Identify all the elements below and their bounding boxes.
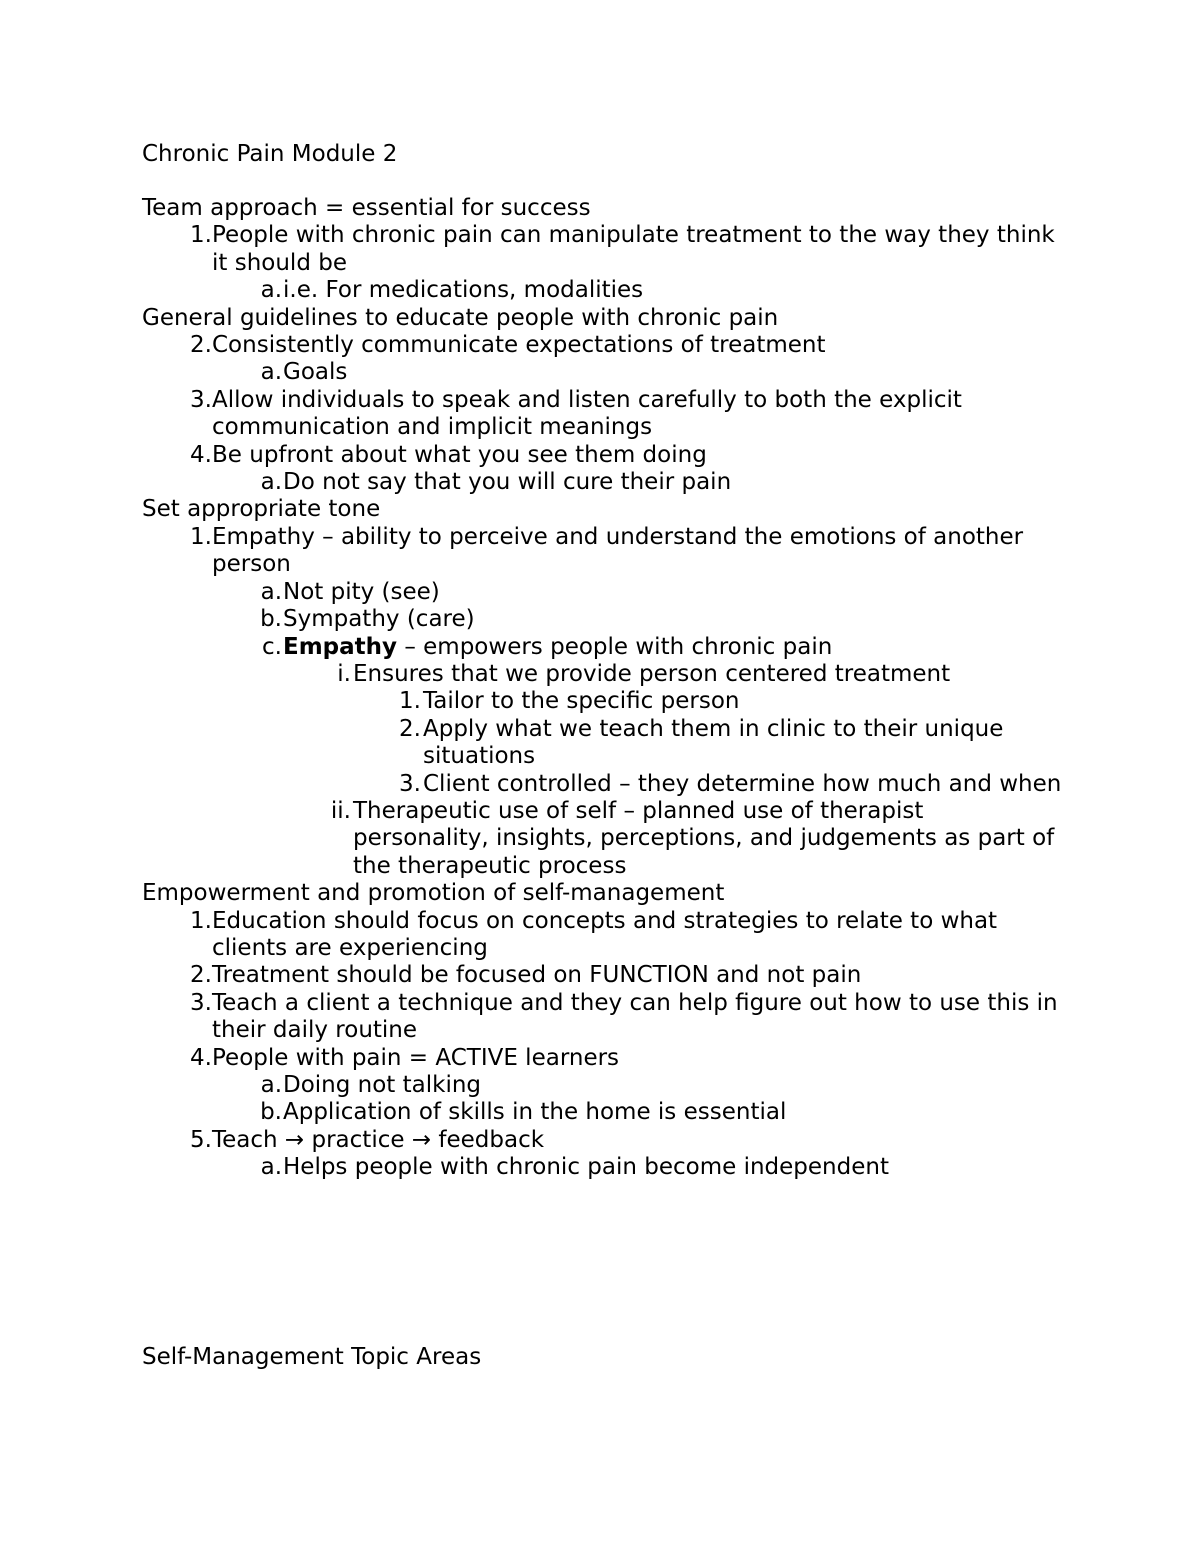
list-item-text: Allow individuals to speak and listen carefully to both the explicit communication and implicit meanings [212,386,962,441]
list-item [142,222,1062,277]
list-item [142,359,1062,386]
list-item [142,908,1062,963]
list-item-text: Be upfront about what you see them doing [212,441,707,468]
list-item-text: Empathy – ability to perceive and understand the emotions of another person [212,523,1024,578]
list-marker: 4. [190,441,212,468]
list-item-text: Tailor to the specific person [423,688,740,715]
list-item [142,798,1062,880]
list-item [142,962,1062,989]
list-item [142,990,1062,1045]
section-heading [142,305,1062,332]
list-item-text: Client controlled – they determine how much and when [423,770,1062,797]
list-marker: c. [262,633,282,660]
list-item [142,688,1062,715]
list-marker: 3. [399,770,421,797]
bold-term: Empathy [283,633,398,660]
list-item-text: Apply what we teach them in clinic to their unique situations [423,715,1004,770]
list-marker: a. [260,277,282,304]
list-item [142,1072,1062,1099]
list-marker: 1. [399,688,421,715]
list-marker: b. [260,606,282,633]
list-marker: 2. [190,962,212,989]
list-marker: ii. [330,797,351,824]
list-item [142,1045,1062,1072]
list-item [142,606,1062,633]
list-marker: a. [260,1154,282,1181]
list-item-text: Ensures that we provide person centered treatment [353,660,951,687]
section-heading [142,496,1062,523]
list-item [142,442,1062,469]
list-item-text: Teach a client a technique and they can help figure out how to use this in their daily routine [212,989,1058,1044]
list-item [142,771,1062,798]
list-item-text: Goals [283,359,348,386]
section-heading [142,195,1062,222]
list-item-text: Helps people with chronic pain become independent [283,1154,889,1181]
list-marker: a. [260,1072,282,1098]
list-marker: 1. [190,907,212,934]
list-item [142,1099,1062,1126]
list-item [142,469,1062,496]
list-item-text: Treatment should be focused on FUNCTION and not pain [212,962,862,989]
list-item [142,524,1062,579]
list-marker: a. [260,578,282,605]
list-item-text: People with pain = ACTIVE learners [212,1044,620,1071]
list-item-text: Education should focus on concepts and strategies to relate to what clients are experiencing [212,907,998,961]
list-item [142,387,1062,442]
outline [142,195,1062,1182]
list-marker: 1. [190,523,212,550]
list-item-text: Therapeutic use of self – planned use of therapist personality, insights, perceptions, and judgements as part of the therapeutic process [353,797,1055,879]
list-marker: 1. [190,222,212,249]
list-item-text: Doing not talking [283,1072,482,1098]
list-item [142,277,1062,304]
list-item-text: Sympathy (care) [283,606,475,633]
list-marker: 3. [190,989,212,1016]
list-item-text: Not pity (see) [283,578,440,605]
list-item-text: Empowerment and promotion of self-management [142,880,725,907]
section-heading [142,880,1062,907]
list-marker: 5. [190,1126,212,1153]
list-item-rest: – empowers people with chronic pain [397,633,833,660]
list-item [142,661,1062,688]
list-item-text: Set appropriate tone [142,496,381,523]
list-item-text: i.e. For medications, modalities [283,277,644,304]
list-marker: 3. [190,386,212,413]
list-marker: b. [260,1099,282,1126]
list-marker: i. [337,660,351,687]
list-item-text: General guidelines to educate people with chronic pain [142,304,779,331]
list-item [142,579,1062,606]
list-item [142,1127,1062,1154]
list-item-text: People with chronic pain can manipulate treatment to the way they think it should be [212,222,1055,276]
list-marker: 2. [190,332,212,359]
list-marker: a. [260,469,282,496]
list-item-text: Team approach = essential for success [142,195,591,221]
list-marker: 2. [399,715,421,742]
list-item [142,716,1062,771]
list-item-text: Teach → practice → feedback [212,1126,545,1153]
list-marker: 4. [190,1044,212,1071]
list-item [142,1154,1062,1181]
list-item [142,332,1062,359]
list-item-text: Do not say that you will cure their pain [283,469,732,496]
list-item [142,634,1062,661]
document-title: Chronic Pain Module 2 [142,141,398,167]
list-item-text: Consistently communicate expectations of treatment [212,332,826,359]
section-heading-self-management: Self-Management Topic Areas [142,1344,482,1370]
list-marker: a. [260,359,282,386]
list-item-text: Application of skills in the home is essential [283,1099,787,1126]
